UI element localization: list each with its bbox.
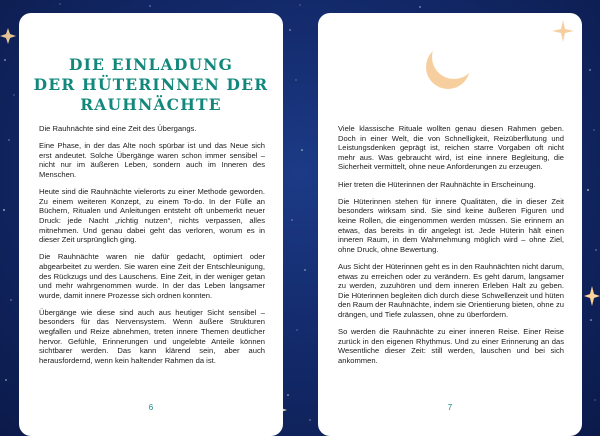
left-body-text [39, 124, 265, 373]
sparkle-star-icon [552, 20, 574, 42]
paragraph: Heute sind die Rauhnächte vielerorts zu einer Methode geworden. Zu einem weiteren Konzept, zu einem To-do. In der Fülle an Büchern, Ritualen und Anleitungen entsteht oft unbemerkt neuer Druck: jede Nacht „richtig nutzen“, nichts verpassen, alles mitnehmen. Und genau dabei geht das verloren, worum es in dieser Zeit ursprünglich ging. [39, 187, 265, 245]
title-line: DER HÜTERINNEN DER [33, 75, 269, 94]
paragraph: Eine Phase, in der das Alte noch spürbar ist und das Neue sich erst andeutet. Solche Übergänge waren schon immer sensibel – nicht nur im äußeren Leben, sondern auch im Inneren des Menschen. [39, 141, 265, 179]
paragraph: Hier treten die Hüterinnen der Rauhnächte in Erscheinung. [338, 179, 536, 189]
title-line: RAUHNÄCHTE [80, 95, 222, 114]
page-number: 7 [447, 403, 453, 412]
left-page [19, 13, 283, 436]
paragraph: Viele klassische Rituale wollten genau diesen Rahmen geben. Doch in einer Welt, die von Schnelligkeit, Reizüberflutung und Leistungsdenken geprägt ist, reichen starre Vorgaben oft nicht mehr aus. Was gebraucht wird, ist eine innere Begleitung, die Sicherheit vermittelt, ohne neue Anforderungen zu erzeugen. [338, 124, 564, 172]
page-number: 6 [148, 403, 154, 412]
paragraph: So werden die Rauhnächte zu einer inneren Reise. Einer Reise zurück in den eigenen Rhythmus. Und zu einer Erinnerung an das Wesentliche dieser Zeit: still werden, lauschen und bei sich ankommen. [338, 327, 564, 365]
page-title [31, 55, 271, 115]
right-body-text [338, 124, 564, 373]
crescent-moon-icon [422, 39, 478, 95]
paragraph: Die Rauhnächte waren nie dafür gedacht, optimiert oder abgearbeitet zu werden. Sie waren eine Zeit der Entschleunigung, des Rückzugs und des Lauschens. Eine Zeit, in der weniger getan und mehr wahrgenommen wurde. In der das Leben langsamer wurde, damit innere Prozesse sich ordnen konnten. [39, 252, 265, 300]
paragraph: Übergänge wie diese sind auch aus heutiger Sicht sensibel – besonders für das Nervensystem. Wenn äußere Strukturen wegfallen und Reize abnehmen, treten innere Themen deutlicher hervor. Gefühle, Erinnerungen und ungelebte Anteile können sichtbarer werden. Das kann klärend sein, aber auch herausfordernd, wenn kein haltender Rahmen da ist. [39, 307, 265, 365]
paragraph: Aus Sicht der Hüterinnen geht es in den Rauhnächten nicht darum, etwas zu erreichen oder zu verändern. Es geht darum, langsamer zu werden, zuzuhören und dem inneren Erleben Halt zu geben. Die Hüterinnen begleiten dich durch diese Schwellenzeit und hüten den Raum der Rauhnächte, indem sie Orientierung bieten, ohne zu drängen, und Tiefe zulassen, ohne zu überfordern. [338, 261, 564, 319]
title-line: DIE EINLADUNG [68, 55, 234, 74]
paragraph: Die Rauhnächte sind eine Zeit des Übergangs. [39, 124, 197, 133]
right-page [318, 13, 582, 436]
paragraph: Die Hüterinnen stehen für innere Qualitäten, die in dieser Zeit besonders wirksam sind. Sie sind keine äußeren Figuren und keine Rollen, die eingenommen werden müssen. Sie erinnern an etwas, das bereits in dir angelegt ist. Jede Hüterin hält einen inneren Raum, in dem Wahrnehmung möglich wird – ohne Ziel, ohne Druck, ohne Bewertung. [338, 196, 564, 254]
